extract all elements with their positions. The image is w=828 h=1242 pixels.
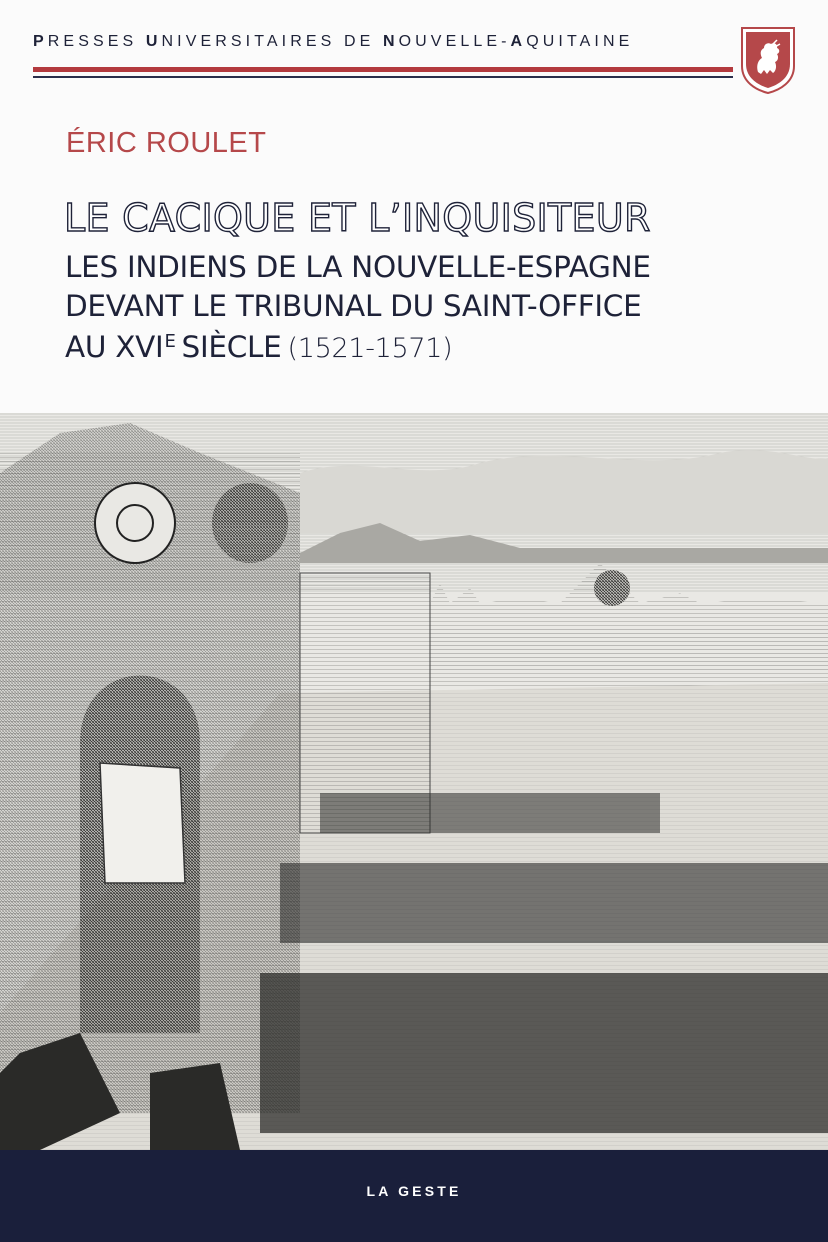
- series-band: [0, 1150, 828, 1242]
- series-name: LA GESTE: [366, 1183, 462, 1199]
- lion-shield-icon: [740, 26, 796, 94]
- subtitle-line-3: [65, 330, 452, 364]
- subtitle-siecle: SIÈCLE: [181, 330, 282, 364]
- procession-engraving-illustration: [0, 413, 828, 1150]
- subtitle-century-sup: E: [164, 331, 176, 352]
- author-name: ÉRIC ROULET: [66, 127, 267, 159]
- subtitle-dates: (1521-1571): [287, 333, 453, 364]
- cover-engraving: [0, 413, 828, 1150]
- book-title: LE CACIQUE ET L’INQUISITEUR: [64, 196, 651, 240]
- publisher-name: [33, 33, 733, 55]
- publisher-line: PRESSES UNIVERSITAIRES DE NOUVELLE-AQUITAINE: [33, 33, 634, 50]
- blue-rule: [33, 76, 733, 78]
- subtitle-century: AU XVI: [65, 330, 164, 364]
- red-rule: [33, 67, 733, 72]
- subtitle-line-2: DEVANT LE TRIBUNAL DU SAINT-OFFICE: [65, 289, 642, 323]
- subtitle-line-1: LES INDIENS DE LA NOUVELLE-ESPAGNE: [65, 250, 651, 284]
